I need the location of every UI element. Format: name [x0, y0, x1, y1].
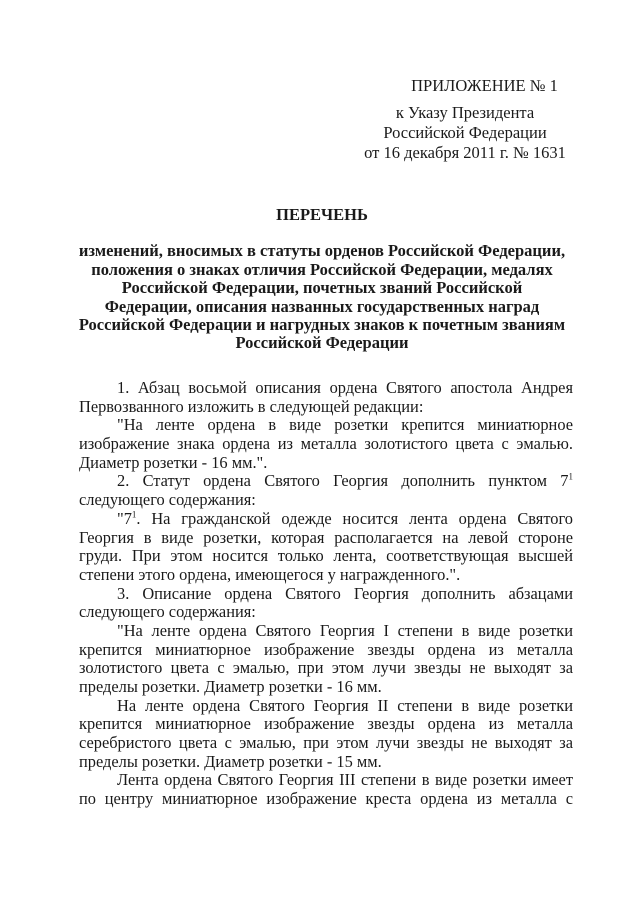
body-line: Диаметр розетки - 16 мм.". — [79, 452, 268, 472]
document-body — [79, 379, 573, 809]
body-line — [79, 472, 573, 491]
body-line: пределы розетки. Диаметр розетки - 15 мм. — [79, 751, 382, 771]
body-line: "На ленте ордена в виде розетки крепится миниатюрное — [117, 415, 573, 435]
heading-line: Российской Федерации, почетных званий Российской — [121, 278, 523, 298]
body-line: пределы розетки. Диаметр розетки - 16 мм. — [79, 677, 382, 696]
body-line: 1. Абзац восьмой описания ордена Святого апостола Андрея — [117, 378, 573, 397]
appendix-line: Российской Федерации — [383, 123, 547, 142]
body-line: следующего содержания: — [79, 602, 256, 622]
appendix-title-text: ПРИЛОЖЕНИЕ № 1 — [411, 76, 558, 95]
body-line — [79, 510, 573, 529]
body-line: 3. Описание ордена Святого Георгия дополнить абзацами — [117, 583, 573, 603]
document-title: ПЕРЕЧЕНЬ — [276, 205, 368, 224]
body-line: На ленте ордена Святого Георгия II степени в виде розетки — [117, 695, 573, 715]
appendix-title — [392, 76, 577, 96]
body-line: "На ленте ордена Святого Георгия I степени в виде розетки — [117, 620, 573, 640]
body-line: изображение знака ордена из металла золотистого цвета с эмалью. — [79, 434, 573, 454]
heading-line: Российской Федерации — [235, 333, 409, 353]
superscript: 1 — [568, 471, 573, 482]
heading-line: Российской Федерации и нагрудных знаков к почетным званиям — [78, 315, 566, 335]
body-line-text: "7 — [117, 508, 132, 528]
body-line: золотистого цвета с эмалью, при этом лучи звезды не выходят за — [79, 658, 573, 678]
body-line: Георгия в виде розетки, которая располагается на левой стороне — [79, 527, 573, 547]
appendix-reference — [352, 103, 578, 163]
heading-line: Федерации, описания названных государственных наград — [104, 296, 540, 316]
body-line: груди. При этом носится только лента, соответствующая высшей — [79, 546, 573, 566]
body-line: следующего содержания: — [79, 490, 256, 510]
body-line-text: 2. Статут ордена Святого Георгия дополнить пунктом 7 — [117, 471, 569, 491]
heading-line: изменений, вносимых в статуты орденов Российской Федерации, — [78, 241, 566, 261]
body-line: серебристого цвета с эмалью, при этом лучи звезды не выходят за — [79, 733, 573, 753]
superscript: 1 — [131, 509, 137, 520]
body-line-text: . На гражданской одежде носится лента ордена Святого — [136, 508, 573, 528]
body-line: крепится миниатюрное изображение звезды ордена из металла — [79, 639, 573, 659]
heading-line: положения о знаках отличия Российской Федерации, медалях — [91, 259, 553, 279]
body-line: по центру миниатюрное изображение креста ордена из металла с — [79, 789, 573, 809]
body-line: Первозванного изложить в следующей редакции: — [79, 396, 424, 416]
body-line: Лента ордена Святого Георгия III степени в виде розетки имеет — [117, 770, 573, 790]
body-line: крепится миниатюрное изображение звезды ордена из металла — [79, 714, 573, 734]
body-line: степени этого ордена, имеющегося у награжденного.". — [79, 564, 461, 584]
appendix-line: к Указу Президента — [395, 103, 535, 122]
document-heading — [62, 206, 582, 353]
appendix-line: от 16 декабря 2011 г. № 1631 — [364, 143, 566, 162]
